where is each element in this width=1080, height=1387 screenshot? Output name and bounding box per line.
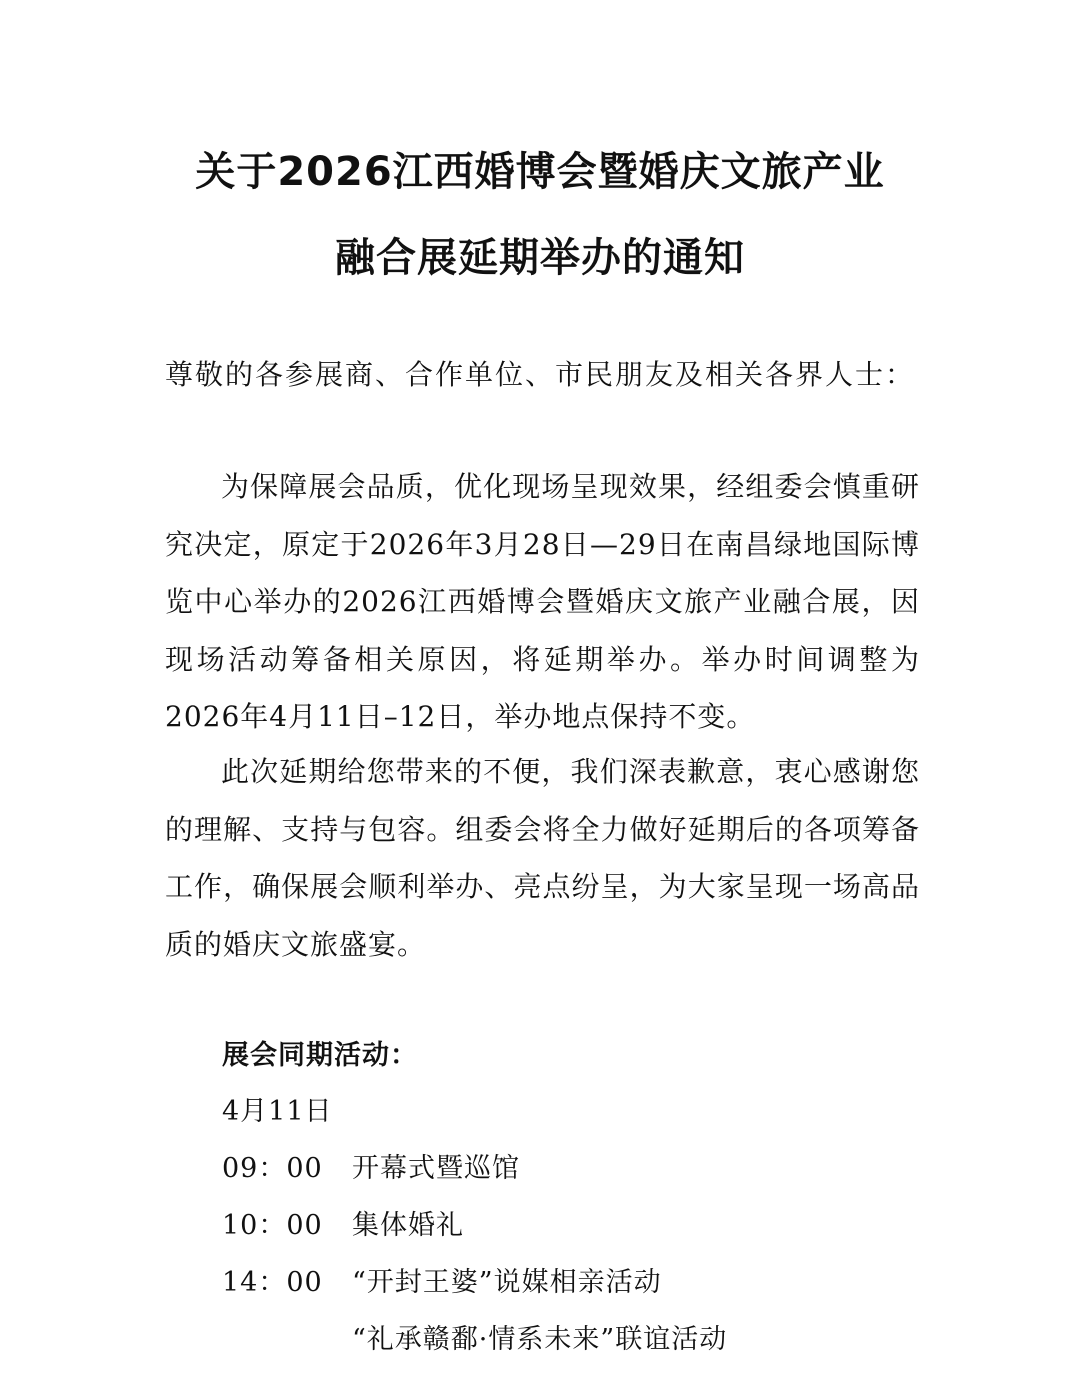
activity-time: 10：00 (222, 1210, 323, 1241)
body-paragraph-1: 为保障展会品质，优化现场呈现效果，经组委会慎重研究决定，原定于2026年3月28日—29日在南昌绿地国际博览中心举办的2026江西婚博会暨婚庆文旅产业融合展，因现场活动筹备相关原因，将延期举办。举办时间调整为2026年4月11日–12日，举办地点保持不变。 (165, 470, 920, 733)
activities-heading: 展会同期活动： (222, 1040, 418, 1071)
body-paragraph-2: 此次延期给您带来的不便，我们深表歉意，衷心感谢您的理解、支持与包容。组委会将全力做好延期后的各项筹备工作，确保展会顺利举办、亮点纷呈，为大家呈现一场高品质的婚庆文旅盛宴。 (165, 755, 920, 961)
activity-name: “开封王婆”说媒相亲活动 (352, 1267, 662, 1298)
activity-row (222, 1254, 922, 1311)
activity-row (222, 1311, 922, 1368)
activity-row (222, 1140, 922, 1197)
activity-time (222, 1311, 352, 1368)
activity-time: 09：00 (222, 1153, 323, 1184)
activities-date: 4月11日 (222, 1096, 333, 1127)
activity-row (222, 1197, 922, 1254)
notice-title-line-1: 关于2026江西婚博会暨婚庆文旅产业 (195, 149, 885, 195)
activities-section (222, 1028, 922, 1368)
activity-time: 14：00 (222, 1267, 323, 1298)
activity-name: “礼承赣鄱·情系未来”联谊活动 (352, 1324, 728, 1355)
activity-name: 开幕式暨巡馆 (352, 1153, 520, 1184)
salutation: 尊敬的各参展商、合作单位、市民朋友及相关各界人士： (165, 358, 916, 391)
notice-title-line-2: 融合展延期举办的通知 (335, 235, 745, 281)
activity-name: 集体婚礼 (352, 1210, 464, 1241)
